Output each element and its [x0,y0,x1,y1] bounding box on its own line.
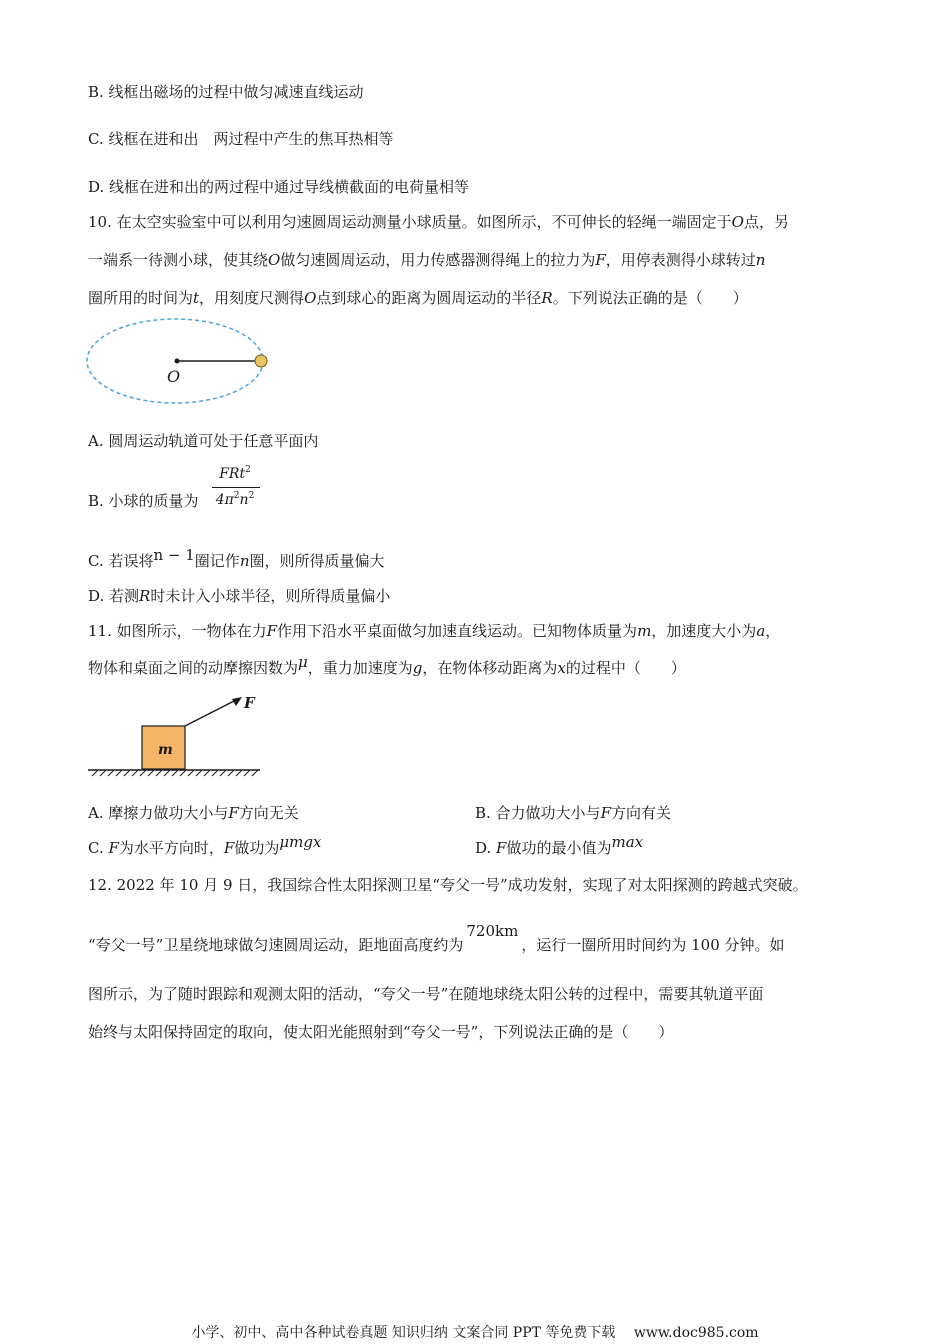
block-force-figure [86,688,266,778]
q10-stem-line1: 10. 在太空实验室中可以利用匀速圆周运动测量小球质量。如图所示，不可伸长的轻绳一端固定于O点，另 [88,213,789,231]
q10-option-b: B. 小球的质量为 [88,492,199,510]
q11-option-a: A. 摩擦力做功大小与F方向无关 [88,804,299,822]
q12-stem-line2: “夸父一号”卫星绕地球做匀速圆周运动，距地面高度约为720km，运行一圈所用时间约为 100 分钟。如 [88,922,785,954]
q10-option-c: C. 若误将n − 1圈记作n圈，则所得质量偏大 [88,546,385,570]
ball [255,355,267,367]
circular-orbit-figure [84,316,280,408]
q10-option-d: D. 若测R时未计入小球半径，则所得质量偏小 [88,587,391,605]
q11-stem-line1: 11. 如图所示，一物体在力F作用下沿水平桌面做匀加速直线运动。已知物体质量为m，加速度大小为a， [88,622,781,640]
q10-option-a: A. 圆周运动轨道可处于任意平面内 [88,432,319,450]
page-footer: 小学、初中、高中各种试卷真题 知识归纳 文案合同 PPT 等免费下载 www.doc985.com [191,1325,759,1341]
block-mass-label: m [158,742,173,758]
q9-option-b: B. 线框出磁场的过程中做匀减速直线运动 [88,83,364,101]
q11-option-d: D. F做功的最小值为max [475,833,644,857]
q9-option-d: D. 线框在进和出的两过程中通过导线横截面的电荷量相等 [88,178,470,196]
force-arrow-shaft [185,700,236,726]
pivot-label: O [167,367,181,386]
q11-stem-line2: 物体和桌面之间的动摩擦因数为μ，重力加速度为g，在物体移动距离为x的过程中（ ） [88,653,686,677]
force-label: F [244,694,255,712]
q11-option-b: B. 合力做功大小与F方向有关 [475,804,671,822]
q10-stem-line2: 一端系一待测小球，使其绕O做匀速圆周运动，用力传感器测得绳上的拉力为F，用停表测得小球转过n [88,251,766,269]
q12-stem-line1: 12. 2022 年 10 月 9 日，我国综合性太阳探测卫星“夸父一号”成功发射，实现了对太阳探测的跨越式突破。 [88,876,808,894]
q11-option-c: C. F为水平方向时，F做功为μmgx [88,833,322,857]
q12-stem-line4: 始终与太阳保持固定的取向，使太阳光能照射到“夸父一号”，下列说法正确的是（ ） [88,1023,674,1041]
q10-stem-line3: 圈所用的时间为t，用刻度尺测得O点到球心的距离为圆周运动的半径R。下列说法正确的是（ ） [88,289,748,307]
q9-option-c: C. 线框在进和出 两过程中产生的焦耳热相等 [88,130,394,148]
force-arrow-head [232,697,242,706]
q12-stem-line3: 图所示，为了随时跟踪和观测太阳的活动，“夸父一号”在随地球绕太阳公转的过程中，需要其轨道平面 [88,985,764,1003]
table-hatching [92,770,258,776]
